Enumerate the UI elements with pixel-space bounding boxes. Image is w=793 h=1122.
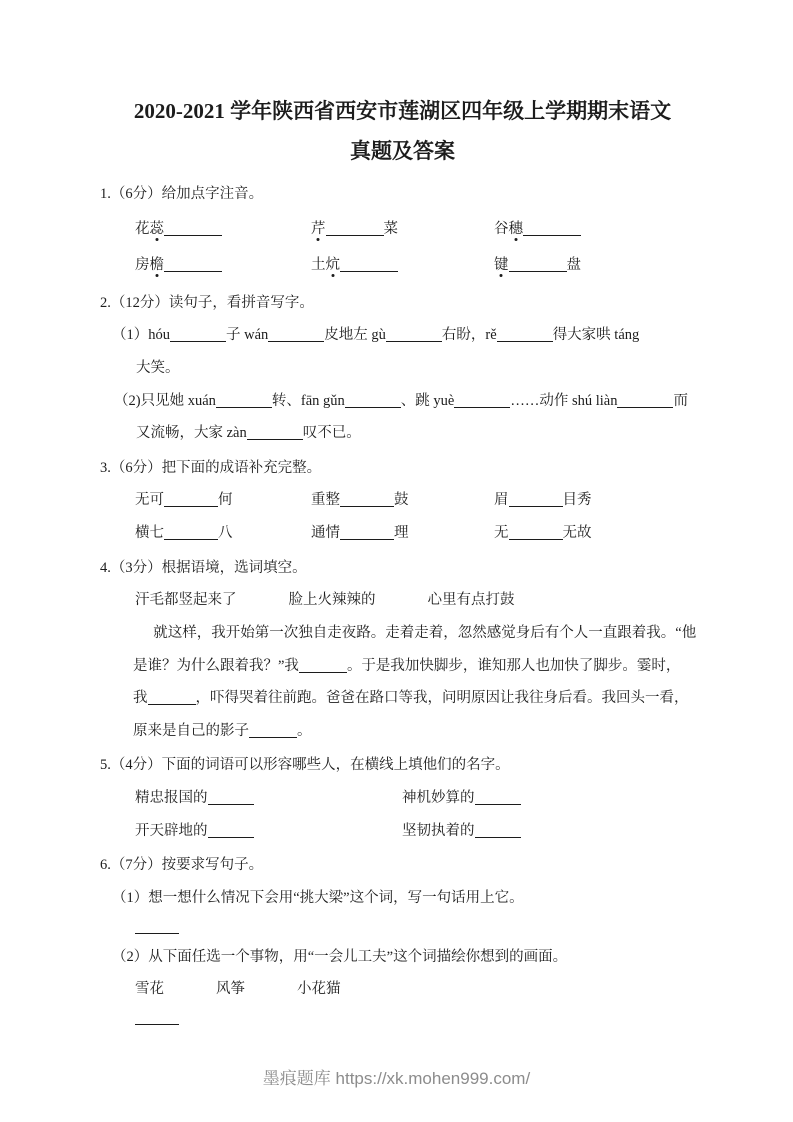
answer-blank	[340, 506, 394, 507]
term-cell: 坚韧执着的	[402, 815, 521, 848]
option-word: 雪花	[135, 981, 164, 998]
answer-blank	[454, 407, 510, 408]
answer-blank	[386, 341, 442, 342]
term-cell: 通情 理	[311, 525, 409, 542]
answer-blank	[268, 341, 324, 342]
question-1-header: 1.（6分）给加点字注音。	[100, 185, 264, 202]
answer-blank	[148, 704, 196, 705]
q5-name-row-1	[100, 782, 705, 815]
answer-blank	[509, 539, 563, 540]
answer-blank	[170, 341, 226, 342]
answer-blank	[216, 407, 272, 408]
question-5-header: 5.（4分）下面的词语可以形容哪些人，在横线上填他们的名字。	[100, 757, 510, 774]
q2-sentence-1: （1）hóu 子 wán 皮地左 gù 右盼，rě 得大家哄 táng	[112, 327, 640, 344]
q2-sentence-2-cont: 又流畅，大家 zàn 叹不已。	[136, 425, 361, 442]
answer-blank	[509, 506, 563, 507]
dotted-char: 蕊	[149, 221, 164, 238]
question-2-header: 2.（12分）读句子，看拼音写字。	[100, 294, 314, 311]
answer-blank	[509, 271, 567, 272]
dotted-char: 键	[494, 257, 509, 274]
answer-blank	[135, 933, 179, 934]
q6-word-options	[100, 973, 705, 1006]
answer-blank	[326, 235, 384, 236]
answer-blank	[164, 235, 222, 236]
answer-blank	[164, 506, 218, 507]
term-cell: 开天辟地的	[135, 815, 402, 848]
q6-answer-line-2	[100, 1006, 705, 1032]
question-6	[100, 849, 705, 1032]
question-6-header: 6.（7分）按要求写句子。	[100, 857, 264, 874]
q2-sentence-2: （2)只见她 xuán 转、fān gǔn 、跳 yuè ……动作 shú liàn 而	[114, 392, 688, 409]
page-title	[100, 92, 705, 172]
answer-blank	[164, 539, 218, 540]
question-5	[100, 749, 705, 847]
q6-sub-question-2: （2）从下面任选一个事物，用“一会儿工夫”这个词描绘你想到的画面。	[112, 948, 568, 965]
q4-passage-line-4: 原来是自己的影子 。	[133, 722, 312, 739]
q3-idiom-row-2	[100, 517, 705, 550]
dotted-char: 炕	[325, 257, 340, 274]
question-2	[100, 287, 705, 450]
answer-blank	[523, 235, 581, 236]
question-3	[100, 452, 705, 550]
term-cell: 键 盘	[494, 257, 581, 274]
title-line-2: 真题及答案	[350, 138, 455, 163]
term-cell: 重整 鼓	[311, 492, 409, 509]
answer-blank	[497, 341, 553, 342]
option-word: 心里有点打鼓	[427, 592, 515, 609]
answer-blank	[208, 837, 254, 838]
answer-blank	[475, 837, 521, 838]
term-cell: 花蕊	[135, 213, 311, 246]
site-footer	[0, 1064, 793, 1089]
answer-blank	[135, 1024, 179, 1025]
answer-blank	[617, 407, 673, 408]
q5-name-row-2	[100, 815, 705, 848]
question-1	[100, 178, 705, 282]
option-word: 风筝	[216, 981, 245, 998]
q4-passage-line-1: 就这样，我开始第一次独自走夜路。走着走着，忽然感觉身后有个人一直跟着我。“他	[153, 624, 697, 641]
q6-sub-question-1: （1）想一想什么情况下会用“挑大梁”这个词，写一句话用上它。	[112, 889, 524, 906]
answer-blank	[340, 271, 398, 272]
q4-passage-line-3: 我 ，吓得哭着往前跑。爸爸在路口等我，问明原因让我往身后看。我回头一看，	[133, 690, 689, 707]
term-cell: 横七 八	[135, 525, 233, 542]
term-cell: 神机妙算的	[402, 782, 521, 815]
question-4	[100, 552, 705, 748]
q4-passage	[100, 617, 705, 748]
answer-blank	[164, 271, 222, 272]
answer-blank	[475, 804, 521, 805]
q4-word-options	[100, 584, 705, 617]
dotted-char: 穗	[508, 221, 523, 238]
answer-blank	[345, 407, 401, 408]
answer-blank	[249, 737, 297, 738]
q1-pinyin-row-1	[100, 213, 705, 246]
answer-blank	[247, 439, 303, 440]
term-cell: 无可 何	[135, 492, 233, 509]
q1-pinyin-row-2	[100, 249, 705, 282]
term-cell: 无 无故	[494, 525, 592, 542]
footer-link[interactable]: 墨痕题库 https://xk.mohen999.com/	[262, 1069, 531, 1088]
question-4-header: 4.（3分）根据语境，选词填空。	[100, 559, 307, 576]
title-line-1: 2020-2021 学年陕西省西安市莲湖区四年级上学期期末语文	[133, 99, 672, 123]
q3-idiom-row-1	[100, 484, 705, 517]
q4-passage-line-2: 是谁？为什么跟着我？”我 。于是我加快脚步，谁知那人也加快了脚步。霎时，	[133, 657, 681, 674]
option-word: 汗毛都竖起来了	[135, 592, 237, 609]
term-cell: 土炕	[311, 249, 494, 282]
answer-blank	[299, 672, 347, 673]
q2-sentence-1-cont: 大笑。	[136, 359, 180, 376]
term-cell: 眉 目秀	[494, 492, 592, 509]
term-cell: 芹 菜	[311, 221, 398, 238]
option-word: 小花猫	[297, 981, 341, 998]
answer-blank	[208, 804, 254, 805]
dotted-char: 檐	[149, 257, 164, 274]
dotted-char: 芹	[311, 221, 326, 238]
option-word: 脸上火辣辣的	[288, 592, 376, 609]
term-cell: 精忠报国的	[135, 782, 402, 815]
answer-blank	[340, 539, 394, 540]
term-cell: 谷穗	[494, 213, 581, 246]
term-cell: 房檐	[135, 249, 311, 282]
q6-answer-line-1	[100, 915, 705, 941]
question-3-header: 3.（6分）把下面的成语补充完整。	[100, 459, 322, 476]
